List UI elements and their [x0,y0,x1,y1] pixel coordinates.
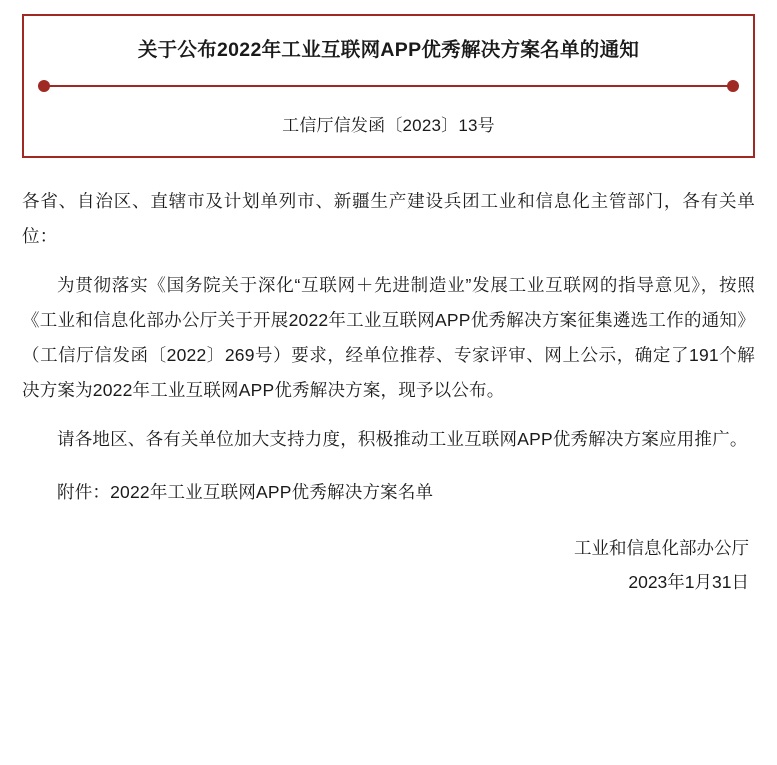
paragraph-body-2: 请各地区、各有关单位加大支持力度，积极推动工业互联网APP优秀解决方案应用推广。 [57,429,748,450]
document-number: 工信厅信发函〔2023〕13号 [282,116,495,136]
page-title: 关于公布2022年工业互联网APP优秀解决方案名单的通知 [137,39,640,61]
header-divider [22,73,755,99]
signature-issuer: 工业和信息化部办公厅 [574,538,749,559]
signature-date: 2023年1月31日 [628,571,749,592]
document-body [22,184,755,510]
divider-line [44,85,733,87]
document-header [22,14,755,158]
divider-dot-right-icon [727,80,739,92]
paragraph-body-1: 为贯彻落实《国务院关于深化“互联网＋先进制造业”发展工业互联网的指导意见》，按照《工业和信息化部办公厅关于开展2022年工业互联网APP优秀解决方案征集遴选工作的通知》（工信厅信发函〔2022〕269号）要求，经单位推荐、专家评审、网上公示，确定了191个解决方案为2022年工业互联网APP优秀解决方案，现予以公布。 [22,275,755,401]
paragraph-addressee: 各省、自治区、直辖市及计划单列市、新疆生产建设兵团工业和信息化主管部门，各有关单位： [22,191,755,247]
paragraph-attachment: 附件：2022年工业互联网APP优秀解决方案名单 [57,482,434,503]
signature-block [22,532,755,599]
document-page [0,14,777,765]
